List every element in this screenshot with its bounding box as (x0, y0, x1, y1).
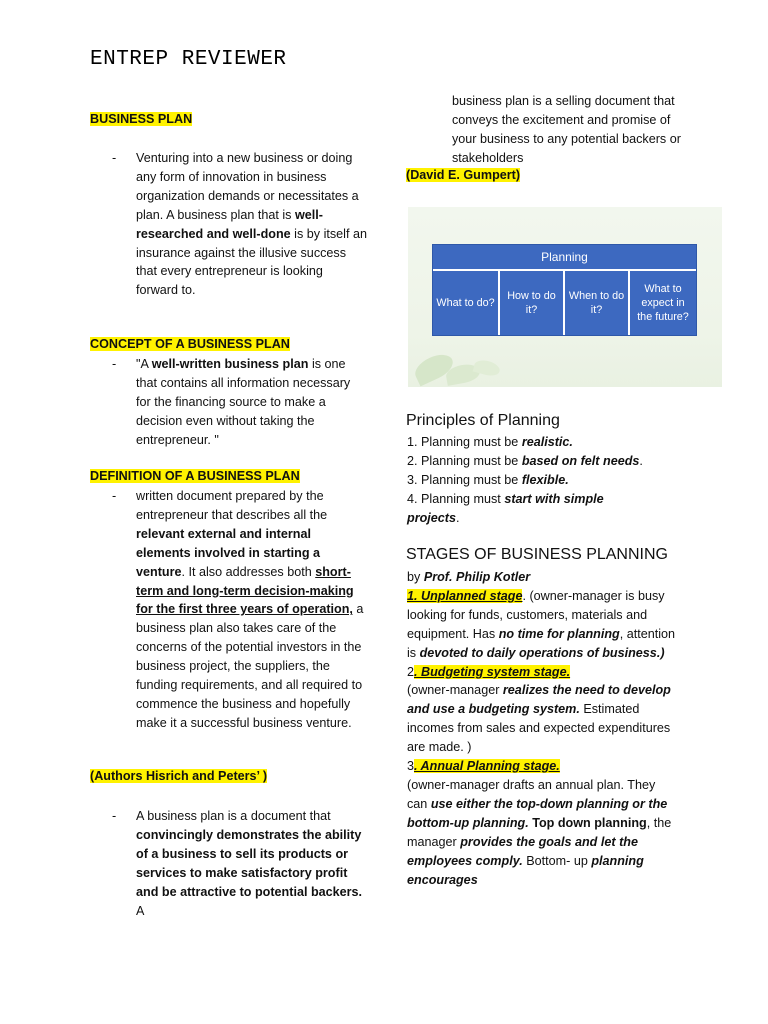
gumpert-citation: (David E. Gumpert) (406, 168, 521, 182)
stages-heading: STAGES OF BUSINESS PLANNING (406, 546, 668, 563)
business-plan-heading: BUSINESS PLAN (90, 112, 193, 126)
principle-item: 3. Planning must be flexible. (407, 472, 569, 487)
authors-citation: (Authors Hisrich and Peters’ ) (90, 769, 268, 783)
planning-table (432, 244, 697, 336)
principles-list (407, 433, 707, 528)
stage-1: 1. Unplanned stage. (owner-manager is busy looking for funds, customers, materials and equipment. Has no time for planning, attention is devoted to daily operations of business.) (407, 588, 676, 660)
principles-heading: Principles of Planning (406, 412, 560, 429)
concept-heading: CONCEPT OF A BUSINESS PLAN (90, 337, 290, 351)
concept-paragraph: - "A well-written business plan is one that contains all information necessary for the financing source to make a decision even without taking the entrepreneur. " (112, 357, 351, 447)
business-plan-paragraph: - Venturing into a new business or doing any form of innovation in business organization demands or necessitates a plan. A business plan that is well-researched and well-done is by itself an insurance against the illusive success that every entrepreneur is looking forward to. (112, 151, 367, 298)
principle-item: 2. Planning must be based on felt needs. (407, 453, 643, 468)
stages-content (407, 568, 679, 889)
definition-paragraph: - written document prepared by the entrepreneur that describes all the relevant external and internal elements involved in starting a venture. It also addresses both short-term and long-term decision-making for the first three years of operation, a business plan also takes care of the concerns of the potential investors in the business project, the suppliers, the funding requirements, and all required to commence the business and hopefully make it a successful business venture. (112, 489, 364, 730)
definition-paragraph-2: - A business plan is a document that convincingly demonstrates the ability of a business to sell its products or services to make satisfactory profit and be attractive to potential backers. A (112, 809, 363, 918)
selling-document-text: business plan is a selling document that conveys the excitement and promise of your business to any potential backers or stakeholders (452, 94, 681, 165)
planning-cell: How to do it? (500, 271, 565, 335)
stages-author: by Prof. Philip Kotler (407, 570, 531, 584)
page-title: ENTREP REVIEWER (90, 48, 287, 71)
planning-cell: What to expect in the future? (637, 283, 689, 323)
planning-table-header: Planning (433, 245, 696, 271)
principle-item: 4. Planning must start with simple projects. (407, 491, 604, 525)
planning-cell: What to do? (433, 271, 500, 335)
planning-cell: When to do it? (565, 271, 630, 335)
definition-heading: DEFINITION OF A BUSINESS PLAN (90, 469, 300, 483)
planning-graphic (408, 207, 722, 387)
principle-item: 1. Planning must be realistic. (407, 435, 573, 449)
stage-2: 2. Budgeting system stage. (owner-manager realizes the need to develop and use a budgeting system. Estimated incomes from sales and expected expenditures are made. ) (407, 664, 671, 755)
stage-3: 3. Annual Planning stage. (owner-manager drafts an annual plan. They can use either the top-down planning or the bottom-up planning. Top down planning, the manager provides the goals and let the employees comply. Bottom- up planning encourages (407, 759, 672, 887)
